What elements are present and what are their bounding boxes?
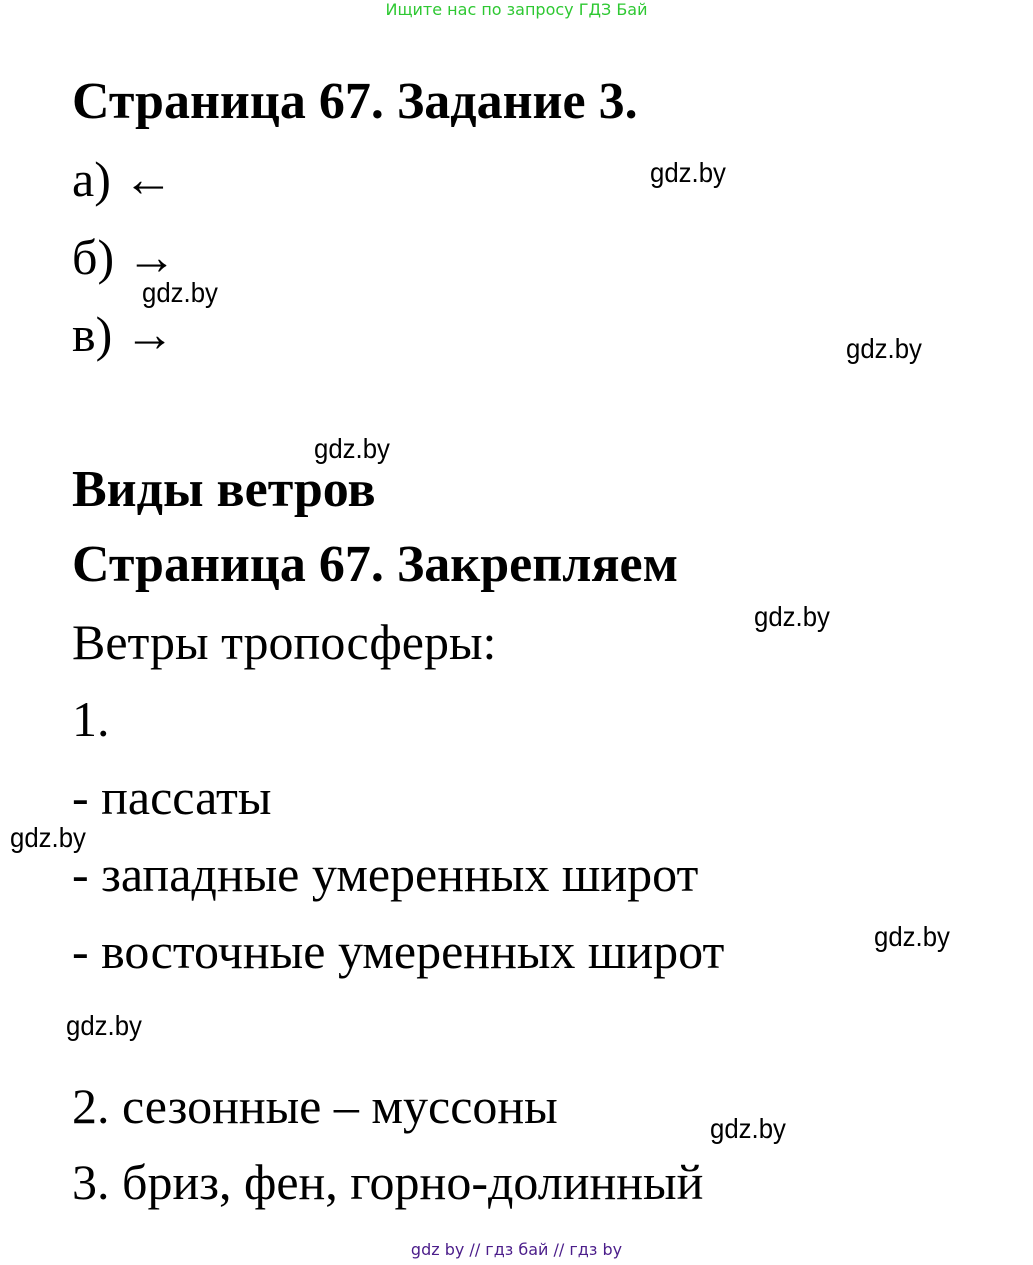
watermark: gdz.by (710, 1113, 786, 1144)
arrow-left-icon: ← (123, 151, 174, 207)
watermark: gdz.by (874, 921, 950, 952)
list-item: 2. сезонные – муссоны (72, 1078, 558, 1134)
section-title: Виды ветров (72, 461, 376, 518)
watermark: gdz.by (142, 277, 218, 308)
answer-c (72, 305, 175, 363)
watermark: gdz.by (314, 433, 390, 464)
task-title: Страница 67. Задание 3. (72, 73, 638, 130)
top-banner[interactable]: Ищите нас по запросу ГДЗ Бай (385, 0, 648, 19)
list-item: 3. бриз, фен, горно-долинный (72, 1154, 704, 1210)
watermark: gdz.by (846, 333, 922, 364)
arrow-right-icon: → (126, 229, 177, 285)
footer-links[interactable]: gdz by // гдз бай // гдз by (410, 1240, 623, 1259)
list-item: 1. (72, 691, 110, 747)
answer-b-label: б) (72, 229, 115, 285)
list-item: - западные умеренных широт (72, 846, 699, 902)
answer-c-label: в) (72, 306, 113, 362)
list-item: - пассаты (72, 769, 272, 825)
section-subtitle: Страница 67. Закрепляем (72, 536, 679, 593)
answer-a (72, 150, 173, 208)
arrow-right-icon: → (124, 306, 175, 362)
watermark: gdz.by (66, 1010, 142, 1041)
list-item: - восточные умеренных широт (72, 923, 725, 979)
watermark: gdz.by (754, 601, 830, 632)
watermark: gdz.by (650, 157, 726, 188)
watermark: gdz.by (10, 822, 86, 853)
intro-text: Ветры тропосферы: (72, 614, 497, 670)
answer-a-label: а) (72, 151, 111, 207)
